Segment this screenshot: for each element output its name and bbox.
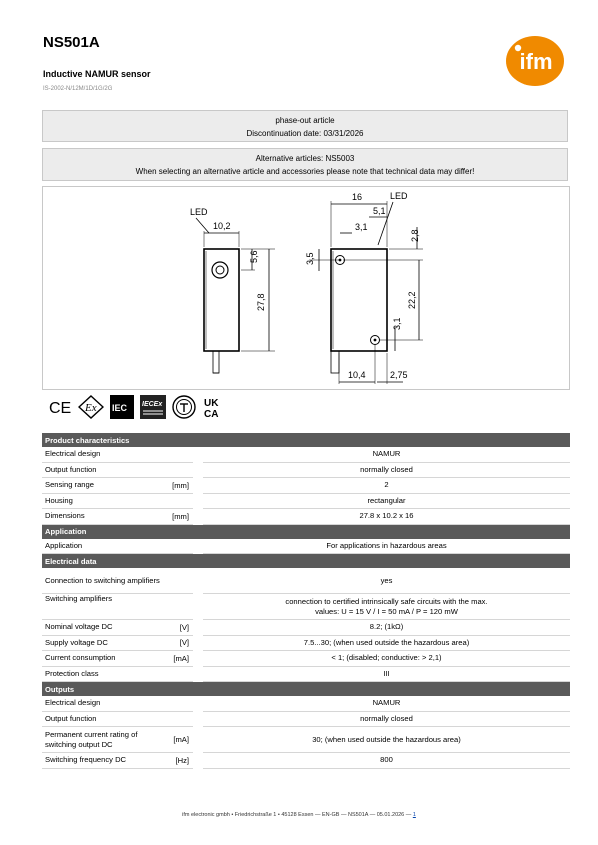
product-code: IS-2002-N/12M/1D/1G/2G [43, 86, 113, 92]
row-value: NAMUR [198, 447, 570, 462]
row-label: Switching frequency DC [42, 753, 165, 769]
row-unit [165, 666, 198, 682]
row-unit: [mm] [165, 509, 198, 525]
dim-27-8: 27,8 [256, 293, 266, 311]
row-value: 2 [198, 478, 570, 494]
row-unit [165, 594, 198, 620]
table-row [42, 666, 570, 682]
row-unit: [mA] [165, 727, 198, 753]
iec-ex-icon [110, 395, 134, 419]
footer-text: ifm electronic gmbh • Friedrichstraße 1 • 45128 Essen — EN-GB — NS501A — 05.01.2026 — [182, 812, 412, 818]
dim-2-75: 2,75 [390, 370, 408, 380]
dim-5-1: 5,1 [373, 206, 386, 216]
svg-text:Ex: Ex [85, 402, 97, 414]
dim-3-1-side: 3,1 [392, 317, 402, 330]
table-row [42, 753, 570, 769]
dim-3-5: 3,5 [305, 252, 315, 265]
row-value: 30; (when used outside the hazardous area) [198, 727, 570, 753]
certification-marks [48, 394, 228, 420]
table-row [42, 447, 570, 462]
dimension-drawing-svg [43, 187, 569, 389]
row-value: < 1; (disabled; conductive: > 2,1) [198, 651, 570, 667]
table-row [42, 539, 570, 554]
row-label: Electrical design [42, 447, 165, 462]
iecex-logo-icon [140, 395, 166, 419]
row-label: Permanent current rating of switching output DC [42, 727, 165, 753]
row-label: Connection to switching amplifiers [42, 568, 165, 594]
row-value: yes [198, 568, 570, 594]
led-label-right: LED [390, 191, 408, 201]
row-label: Supply voltage DC [42, 635, 165, 651]
row-label: Protection class [42, 666, 165, 682]
dim-10-4: 10,4 [348, 370, 366, 380]
row-unit: [mA] [165, 651, 198, 667]
notice-line: phase-out article [275, 116, 335, 125]
page-footer [0, 812, 598, 818]
side-view [305, 191, 423, 384]
table-row [42, 594, 570, 620]
svg-text:UK: UK [204, 398, 219, 409]
front-view [190, 207, 275, 373]
ex-mark-icon [78, 395, 104, 419]
row-unit [165, 447, 198, 462]
section-header [42, 554, 570, 569]
row-value: rectangular [198, 493, 570, 509]
notice-line: Discontinuation date: 03/31/2026 [246, 129, 364, 138]
row-unit: [V] [165, 620, 198, 636]
svg-text:IECEx: IECEx [142, 401, 163, 408]
row-label: Housing [42, 493, 165, 509]
svg-text:CE: CE [49, 400, 72, 417]
logo-text: ifm [519, 49, 553, 74]
row-unit [165, 711, 198, 727]
section-title: Electrical data [42, 554, 570, 569]
table-row [42, 635, 570, 651]
dim-10-2: 10,2 [213, 221, 231, 231]
table-row [42, 711, 570, 727]
notice-line: Alternative articles: NS5003 [255, 154, 355, 163]
row-value: III [198, 666, 570, 682]
row-unit [165, 696, 198, 711]
table-row [42, 509, 570, 525]
phase-out-notice [42, 110, 568, 142]
led-label-left: LED [190, 207, 208, 217]
row-unit: [Hz] [165, 753, 198, 769]
row-value: normally closed [198, 462, 570, 478]
dim-22-2: 22,2 [407, 291, 417, 309]
table-row [42, 727, 570, 753]
row-label: Application [42, 539, 165, 554]
section-header [42, 524, 570, 539]
section-title: Product characteristics [42, 433, 570, 447]
section-title: Application [42, 524, 570, 539]
row-label: Electrical design [42, 696, 165, 711]
alternative-notice [42, 148, 568, 181]
table-row [42, 568, 570, 594]
row-label: Output function [42, 462, 165, 478]
table-row [42, 620, 570, 636]
row-label: Dimensions [42, 509, 165, 525]
row-value: normally closed [198, 711, 570, 727]
ts-mark-icon [172, 395, 196, 419]
row-label: Switching amplifiers [42, 594, 165, 620]
ce-mark-icon [48, 396, 72, 418]
row-label: Sensing range [42, 478, 165, 494]
row-value: NAMUR [198, 696, 570, 711]
dim-5-6: 5,6 [249, 250, 259, 263]
row-value: For applications in hazardous areas [198, 539, 570, 554]
row-unit: [mm] [165, 478, 198, 494]
row-value: 8.2; (1kΩ) [198, 620, 570, 636]
svg-text:IEC: IEC [112, 403, 128, 413]
table-row [42, 696, 570, 711]
row-label: Nominal voltage DC [42, 620, 165, 636]
dim-16: 16 [352, 192, 363, 202]
table-row [42, 462, 570, 478]
footer-page-link[interactable]: 1 [412, 812, 416, 818]
ukca-mark-icon [202, 395, 228, 419]
svg-text:CA: CA [204, 409, 219, 419]
dim-3-1-top: 3,1 [355, 222, 368, 232]
table-row [42, 493, 570, 509]
row-value: 800 [198, 753, 570, 769]
row-unit: [V] [165, 635, 198, 651]
row-label: Output function [42, 711, 165, 727]
dim-2-8: 2,8 [410, 229, 420, 242]
row-value: 27.8 x 10.2 x 16 [198, 509, 570, 525]
row-value: connection to certified intrinsically safe circuits with the max. values: U = 15 V / I = 50 mA / P = 120 mW [198, 594, 570, 620]
section-header [42, 433, 570, 447]
ifm-logo [505, 35, 565, 87]
row-unit [165, 493, 198, 509]
table-row [42, 478, 570, 494]
row-unit [165, 568, 198, 594]
specifications-table [42, 433, 570, 769]
dimension-drawing [42, 186, 570, 390]
section-header [42, 682, 570, 697]
notice-line: When selecting an alternative article and accessories please note that technical data may differ! [135, 167, 475, 176]
product-title: NS501A [43, 34, 100, 51]
row-unit [165, 462, 198, 478]
section-title: Outputs [42, 682, 570, 697]
row-value: 7.5...30; (when used outside the hazardous area) [198, 635, 570, 651]
row-label: Current consumption [42, 651, 165, 667]
row-unit [165, 539, 198, 554]
product-subtitle: Inductive NAMUR sensor [43, 69, 151, 79]
table-row [42, 651, 570, 667]
